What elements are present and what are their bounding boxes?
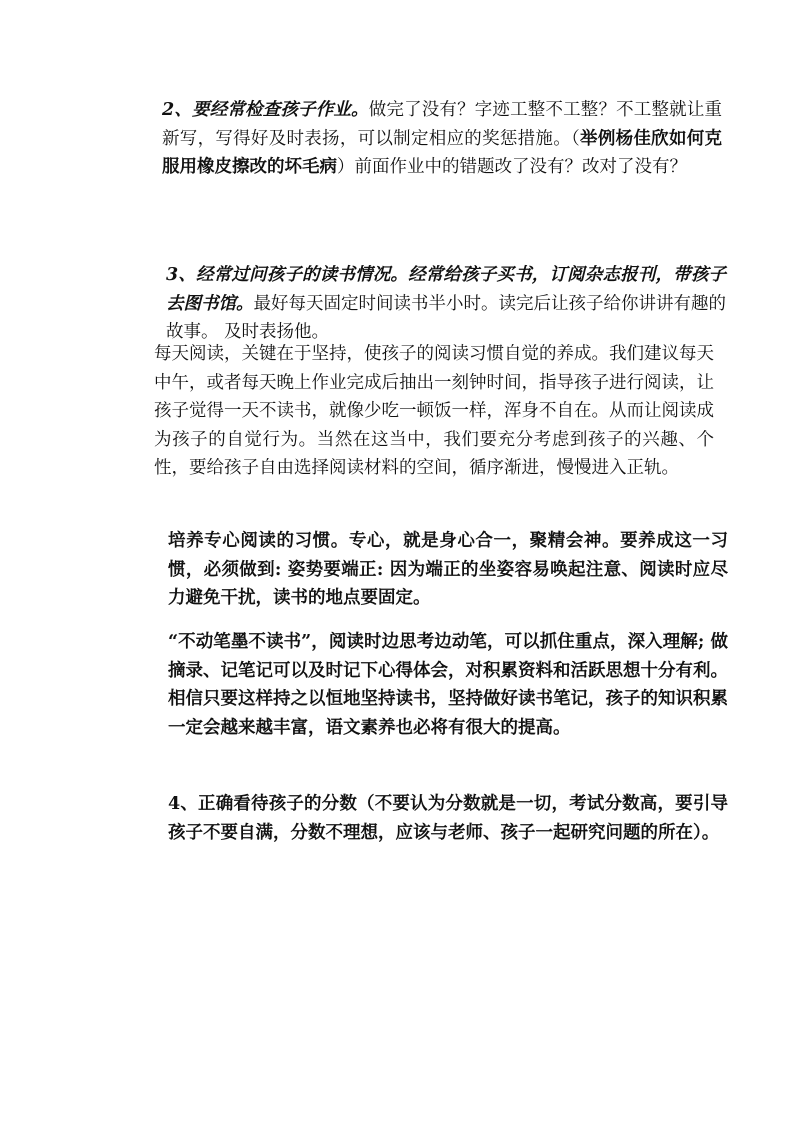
paragraph-reading-notes: [118, 628, 728, 742]
paragraph-text: “不动笔墨不读书”，阅读时边思考边动笔，可以抓住重点，深入理解; 做摘录、记笔记可以及时记下心得体会，对积累资料和活跃思想十分有利。相信只要这样持之以恒地坚持读书，坚持做好读书笔记，孩子的知识积累一定会越来越丰富，语文素养也必将有很大的提高。: [168, 632, 728, 738]
paragraph-text: 做完了没有？字迹工整不工整？不工整就让重新写，写得好及时表扬，可以制定相应的奖惩措施。（: [162, 100, 722, 149]
paragraph-lead: 3、经常过问孩子的读书情况。经常给孩子买书，订阅杂志报刊，带孩子去图书馆。: [166, 265, 726, 314]
paragraph-text: 最好每天固定时间读书半小时。读完后让孩子给你讲讲有趣的故事。 及时表扬他。: [166, 293, 726, 342]
paragraph-text: ）前面作业中的错题改了没有？改对了没有？: [337, 157, 687, 177]
paragraph-text: 每天阅读，关键在于坚持，使孩子的阅读习惯自觉的养成。我们建议每天中午，或者每天晚上作业完成后抽出一刻钟时间，指导孩子进行阅读，让孩子觉得一天不读书，就像少吃一顿饭一样，浑身不自在。从而让阅读成为孩子的自觉行为。当然在这当中，我们要充分考虑到孩子的兴趣、个性，要给孩子自由选择阅读材料的空间，循序渐进，慢慢进入正轨。: [154, 344, 714, 478]
paragraph-text: 培养专心阅读的习惯。专心，就是身心合一，聚精会神。要养成这一习惯，必须做到: 姿势要端正: 因为端正的坐姿容易唤起注意、阅读时应尽力避免干扰，读书的地点要固定。: [168, 531, 728, 608]
paragraph-text: 4、正确看待孩子的分数（不要认为分数就是一切，考试分数高，要引导孩子不要自满，分数不理想，应该与老师、孩子一起研究问题的所在）。: [168, 794, 728, 843]
paragraph-daily-reading: [118, 340, 714, 483]
paragraph-reading-status: [118, 261, 726, 347]
paragraph-focused-reading: [118, 527, 728, 613]
paragraph-check-homework: [118, 96, 722, 182]
paragraph-scores: [118, 790, 728, 847]
paragraph-example: 举例杨佳欣如何克服用橡皮擦改的坏毛病: [162, 128, 723, 177]
paragraph-lead: 2、要经常检查孩子作业。: [162, 100, 369, 120]
